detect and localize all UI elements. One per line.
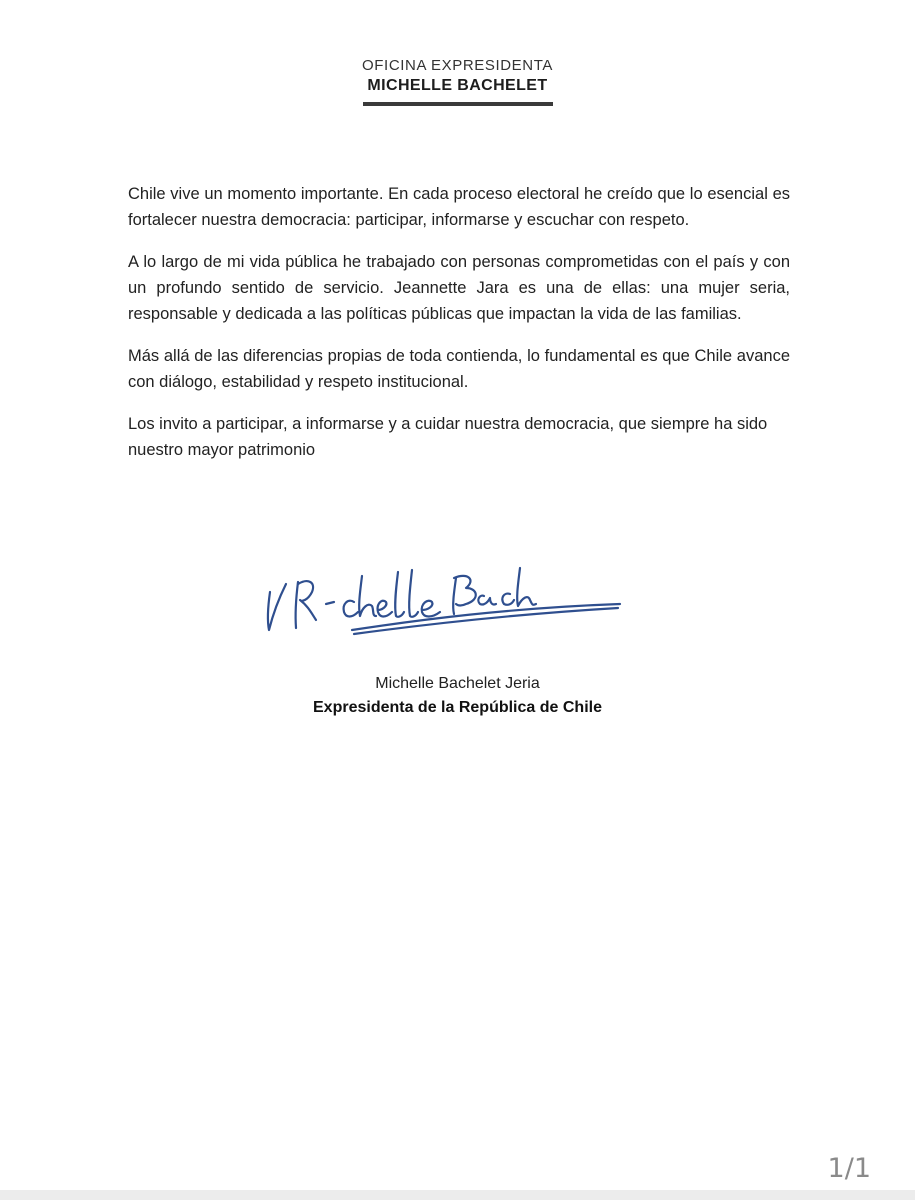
viewer-bottom-bar	[0, 1190, 915, 1200]
letterhead-block	[362, 56, 553, 106]
letterhead	[0, 56, 915, 106]
letterhead-name: MICHELLE BACHELET	[367, 77, 548, 94]
letter-body	[128, 181, 790, 479]
letterhead-office: OFICINA EXPRESIDENTA	[362, 57, 553, 74]
signer-title: Expresidenta de la República de Chile	[313, 699, 602, 716]
letterhead-rule	[363, 102, 553, 106]
letter-paragraph-4: Los invito a participar, a informarse y a cuidar nuestra democracia, que siempre ha sido nuestro mayor patrimonio	[128, 415, 768, 459]
letter-paragraph-3: Más allá de las diferencias propias de toda contienda, lo fundamental es que Chile avance con diálogo, estabilidad y respeto institucional.	[128, 347, 790, 391]
letter-paragraph-2: A lo largo de mi vida pública he trabajado con personas comprometidas con el país y con un profundo sentido de servicio. Jeannette Jara es una de ellas: una mujer seria, responsable y dedicada a las políticas públicas que impactan la vida de las familias.	[128, 253, 790, 323]
signer-name: Michelle Bachelet Jeria	[375, 675, 540, 692]
handwritten-signature-icon	[258, 548, 638, 648]
signer-block	[0, 672, 915, 720]
letter-paragraph-1: Chile vive un momento importante. En cada proceso electoral he creído que lo esencial es fortalecer nuestra democracia: participar, informarse y escuchar con respeto.	[128, 185, 790, 229]
page-indicator: 1/1	[827, 1153, 871, 1184]
